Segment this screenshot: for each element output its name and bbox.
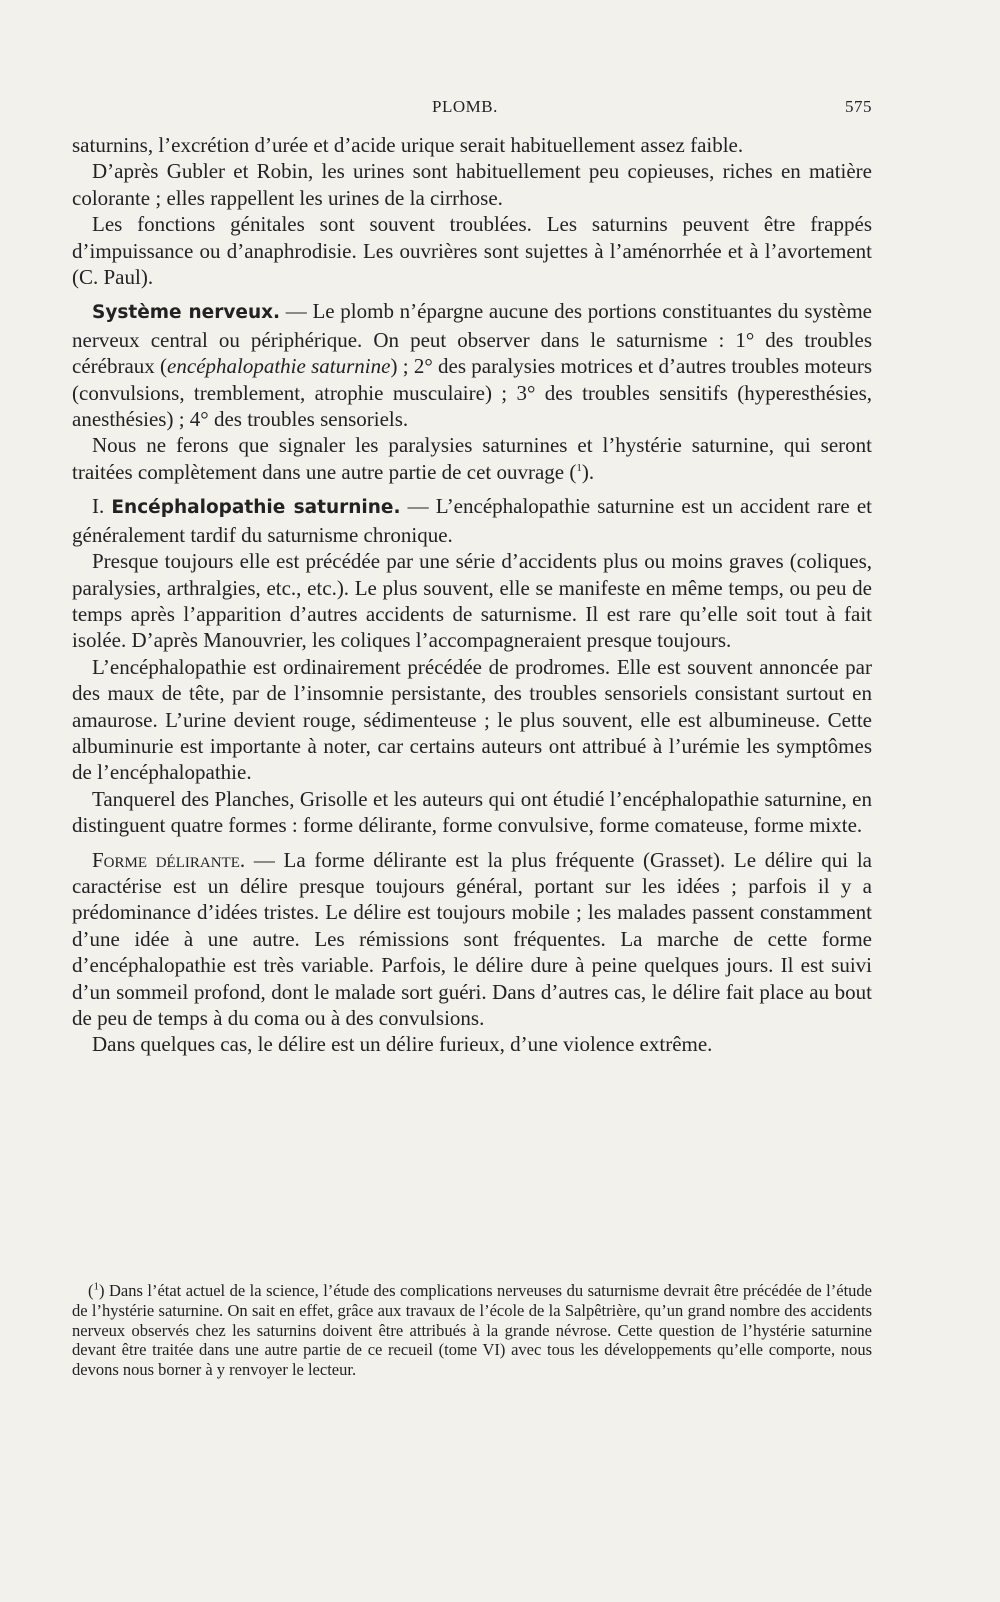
footnote-text: ($^1$) Dans l’état actuel de la science, l’étude des complications nerveuses du saturnisme devrait être précédée de l’étude de l’hystérie saturnine. On sait en effet, grâce aux travaux de l’école de la Salpêtrière, qu’un grand nombre des accidents nerveux observés chez les saturnins doivent être attribués à la grande névrose. Cette question de l’hystérie saturnine devant être traitée dans une autre partie de ce recueil (tome VI) avec tous les développements qu’elle comporte, nous devons nous borner à y renvoyer le lecteur. [72,1280,872,1380]
body-text [72,132,872,1058]
paragraph: D’après Gubler et Robin, les urines sont habituellement peu copieuses, riches en matière colorante ; elles rappellent les urines de la cirrhose. [72,159,872,210]
paragraph: Les fonctions génitales sont souvent troublées. Les saturnins peuvent être frappés d’impuissance ou d’anaphrodisie. Les ouvrières sont sujettes à l’aménorrhée et à l’avortement (C. Paul). [72,212,872,290]
footnote-reference: 1 [576,461,582,474]
section-heading: Encéphalopathie saturnine. [111,497,401,519]
paragraph-text: ). [581,459,595,484]
italic-term: encéphalopathie saturnine [167,354,391,379]
subsection-heading: Forme délirante. [92,847,246,872]
paragraph: Dans quelques cas, le délire est un délire furieux, d’une violence extrême. [92,1032,713,1057]
paragraph-text: — L’encéphalopathie saturnine est un accident rare et généralement tardif du saturnisme chronique. [72,494,872,547]
paragraph: Presque toujours elle est précédée par une série d’accidents plus ou moins graves (coliques, paralysies, arthralgies, etc., etc.). Le plus souvent, elle se manifeste en même temps, ou peu de temps après l’apparition d’autres accidents de saturnisme. Il est rare qu’elle soit tout à fait isolée. D’après Manouvrier, les coliques l’accompagneraient presque toujours. [72,549,872,653]
paragraph: saturnins, l’excrétion d’urée et d’acide urique serait habituellement assez faible. [72,133,744,157]
section-paragraph-forme-delirante [72,847,872,1032]
paragraph [72,432,872,485]
paragraph-text: ) ; 2° des paralysies motrices et d’autres troubles moteurs (convulsions, tremblement, atrophie musculaire) ; 3° des troubles sensitifs (hyperesthésies, anesthésies) ; 4° des troubles sensoriels. [72,354,873,432]
running-title: PLOMB. [432,97,498,116]
paragraph: L’encéphalopathie est ordinairement précédée de prodromes. Elle est souvent annoncée par des maux de tête, par de l’insomnie persistante, des troubles sensoriels consistant surtout en amaurose. L’urine devient rouge, sédimenteuse ; le plus souvent, elle est albumineuse. Cette albuminurie est importante à noter, car certains auteurs ont attribué à l’urémie les symptômes de l’encéphalopathie. [72,654,872,785]
footnote-body: Dans l’état actuel de la science, l’étude des complications nerveuses du saturnisme devrait être précédée de l’étude de l’hystérie saturnine. On sait en effet, grâce aux travaux de l’école de la Salpêtrière, qu’un grand nombre des accidents nerveux observés chez les saturnins doivent être attribués à la grande névrose. Cette question de l’hystérie saturnine devant être traitée dans une autre partie de ce recueil (tome VI) avec tous les développements qu’elle comporte, nous devons nous borner à y renvoyer le lecteur. [72,1281,872,1380]
section-paragraph-encephalopathie [72,493,872,548]
paragraph-text: Nous ne ferons que signaler les paralysies saturnines et l’hystérie saturnine, qui seront traitées complètement dans une autre partie de cet ouvrage ( [72,433,872,484]
section-paragraph-systeme-nerveux [72,298,872,432]
paragraph: Tanquerel des Planches, Grisolle et les auteurs qui ont étudié l’encéphalopathie saturnine, en distinguent quatre formes : forme délirante, forme convulsive, forme comateuse, forme mixte. [72,786,872,838]
paragraph-text: — Le plomb n’épargne aucune des portions constituantes du système nerveux central ou périphérique. On peut observer dans le saturnisme : 1° des troubles cérébraux ( [72,299,872,379]
footnote-marker: 1 [93,1280,99,1293]
page-number: 575 [845,97,872,116]
section-heading: Système nerveux. [92,302,281,324]
section-numeral: I. [92,494,112,519]
footnote [72,1281,872,1380]
paragraph-text: — La forme délirante est la plus fréquente (Grasset). Le délire qui la caractérise est un délire presque toujours général, portant sur les idées ; parfois il y a prédominance d’idées tristes. Le délire est toujours mobile ; les malades passent constamment d’une idée à une autre. Les rémissions sont fréquentes. La marche de cette forme d’encéphalopathie est très variable. Parfois, le délire dure à peine quelques jours. Il est suivi d’un sommeil profond, dont le malade sort guéri. Dans d’autres cas, le délire fait place au bout de peu de temps à du coma ou à des convulsions. [72,847,872,1030]
